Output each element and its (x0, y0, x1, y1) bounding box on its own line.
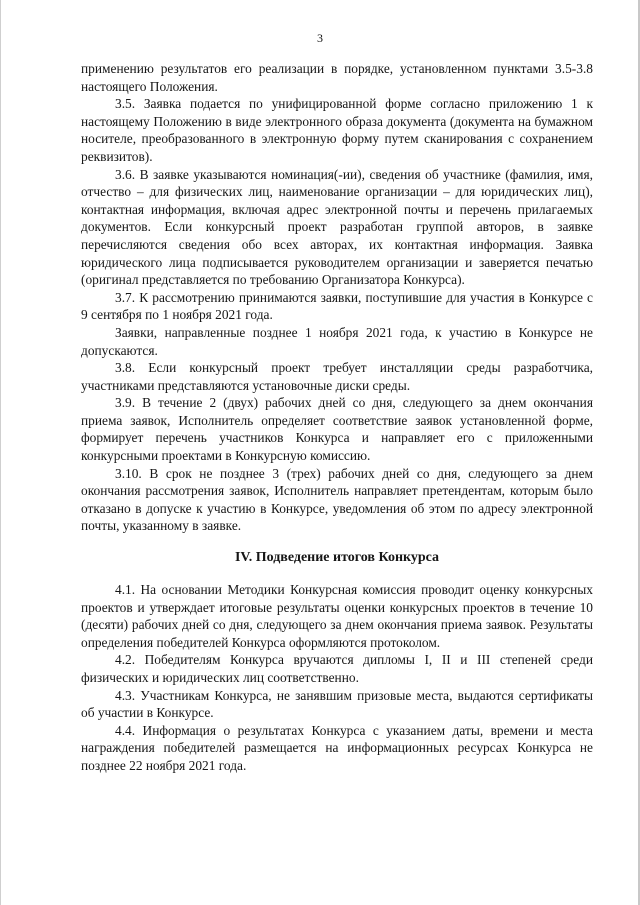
paragraph-4-4: 4.4. Информация о результатах Конкурса с указанием даты, времени и места награждения победителей размещается на информационных ресурсах Конкурса не позднее 22 ноября 2021 года. (81, 722, 593, 773)
page-number: 3 (317, 31, 323, 45)
document-body (81, 60, 593, 775)
paragraph-continuation: применению результатов его реализации в порядке, установленном пунктами 3.5-3.8 настоящего Положения. (81, 61, 593, 94)
scan-edge-left (0, 0, 1, 905)
paragraph-3-8: 3.8. Если конкурсный проект требует инсталляции среды разработчика, участниками представляются установочные диски среды. (81, 360, 593, 393)
paragraph-3-7: 3.7. К рассмотрению принимаются заявки, поступившие для участия в Конкурсе с 9 сентября по 1 ноября 2021 года. (81, 289, 593, 323)
paragraph-4-2: 4.2. Победителям Конкурса вручаются дипломы I, II и III степеней среди физических и юридических лиц соответственно. (81, 652, 593, 685)
paragraph-3-7-note: Заявки, направленные позднее 1 ноября 2021 года, к участию в Конкурсе не допускаются. (81, 324, 593, 358)
paragraph-4-3: 4.3. Участникам Конкурса, не занявшим призовые места, выдаются сертификаты об участии в Конкурсе. (81, 687, 593, 721)
paragraph-3-6: 3.6. В заявке указываются номинация(-ии), сведения об участнике (фамилия, имя, отчество – для физических лиц, наименование организации – для юридических лиц), контактная информация, включая адрес электронной почты и перечень прилагаемых документов. Если конкурсный проект разработан группой авторов, в заявке перечисляются сведения обо всех авторах, их контактная информация. Заявка юридического лица подписывается руководителем организации и заверяется печатью (оригинал представляется по требованию Организатора Конкурса). (81, 166, 593, 288)
section-heading: IV. Подведение итогов Конкурса (234, 550, 440, 566)
paragraph-4-1: 4.1. На основании Методики Конкурсная комиссия проводит оценку конкурсных проектов и утверждает итоговые результаты оценки конкурсных проектов в течение 10 (десяти) рабочих дней со дня, следующего за днем окончания приема заявок. Результаты определения победителей Конкурса оформляются протоколом. (81, 582, 593, 650)
paragraph-3-9: 3.9. В течение 2 (двух) рабочих дней со дня, следующего за днем окончания приема заявок, Исполнитель определяет соответствие заявок установленной форме, формирует перечень участников Конкурса и направляет его с приложенными конкурсными проектами в Конкурсную комиссию. (81, 395, 593, 464)
paragraph-3-10: 3.10. В срок не позднее 3 (трех) рабочих дней со дня, следующего за днем окончания рассмотрения заявок, Исполнитель направляет претендентам, которым было отказано в допуске к участию в Конкурсе, уведомления об этом по адресу электронной почты, указанному в заявке. (81, 465, 593, 534)
paragraph-3-5: 3.5. Заявка подается по унифицированной форме согласно приложению 1 к настоящему Положению в виде электронного образа документа (документа на бумажном носителе, преобразованного в электронную форму путем сканирования с сохранением реквизитов). (81, 96, 593, 164)
